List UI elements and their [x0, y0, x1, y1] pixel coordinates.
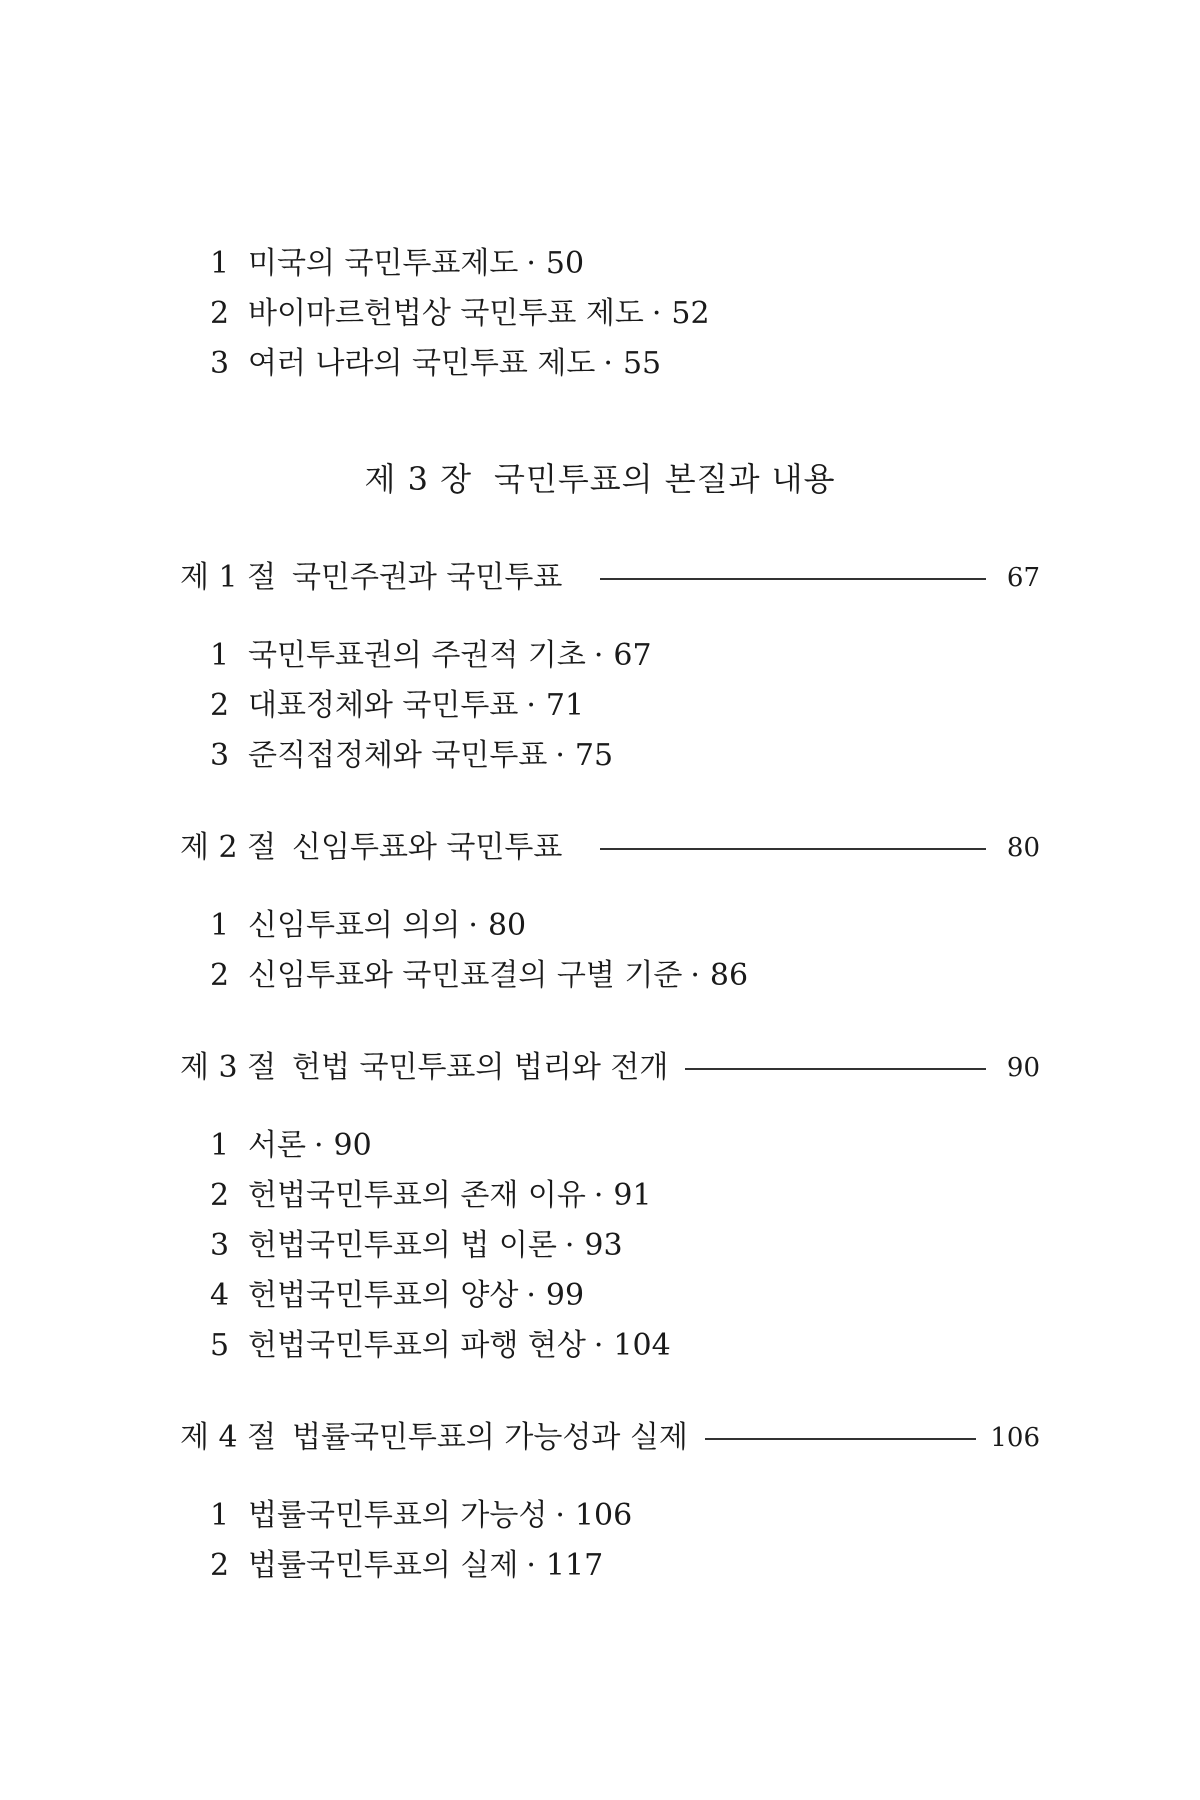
entry-number: 2	[210, 688, 230, 723]
separator-dot-icon: ·	[526, 1548, 536, 1583]
entry-page: 86	[709, 958, 749, 993]
entry-title: 대표정체와 국민투표	[248, 688, 519, 723]
section-heading	[180, 1046, 1040, 1090]
section-label: 제 4 절	[180, 1420, 277, 1455]
leader-line	[600, 848, 986, 850]
entry-page: 104	[613, 1328, 671, 1363]
entry-title: 헌법국민투표의 존재 이유	[248, 1178, 586, 1213]
entry-title: 헌법국민투표의 법 이론	[248, 1228, 557, 1263]
entry-page: 50	[545, 246, 585, 281]
separator-dot-icon: ·	[603, 346, 613, 381]
toc-entry	[210, 344, 661, 384]
toc-entry	[210, 956, 748, 996]
section-title: 국민주권과 국민투표	[292, 560, 563, 595]
section-heading	[180, 1416, 1040, 1460]
entry-page: 117	[545, 1548, 604, 1583]
section-page: 106	[990, 1423, 1040, 1453]
entry-title: 신임투표의 의의	[248, 908, 461, 943]
toc-entry	[210, 294, 710, 334]
entry-number: 2	[210, 1548, 230, 1583]
entry-title: 헌법국민투표의 양상	[248, 1278, 519, 1313]
entry-title: 바이마르헌법상 국민투표 제도	[248, 296, 644, 331]
section-page: 80	[1006, 833, 1040, 863]
entry-page: 99	[545, 1278, 585, 1313]
toc-entry	[210, 1226, 623, 1266]
toc-entry	[210, 736, 613, 776]
separator-dot-icon: ·	[526, 1278, 536, 1313]
section-label: 제 2 절	[180, 830, 277, 865]
entry-number: 3	[210, 346, 230, 381]
entry-number: 1	[210, 908, 230, 943]
entry-page: 106	[574, 1498, 633, 1533]
separator-dot-icon: ·	[593, 638, 604, 673]
entry-page: 90	[333, 1128, 372, 1163]
section-page: 90	[1006, 1053, 1040, 1083]
entry-page: 52	[671, 296, 710, 331]
entry-number: 2	[210, 958, 230, 993]
entry-title: 신임투표와 국민표결의 구별 기준	[248, 958, 683, 993]
toc-entry	[210, 1176, 652, 1216]
section-title: 헌법 국민투표의 법리와 전개	[292, 1050, 669, 1085]
section-title: 신임투표와 국민투표	[292, 830, 563, 865]
section-label: 제 3 절	[180, 1050, 277, 1085]
separator-dot-icon: ·	[526, 688, 536, 723]
entry-page: 75	[574, 738, 614, 773]
entry-page: 71	[545, 688, 585, 723]
toc-entry	[210, 906, 526, 946]
chapter-heading	[0, 458, 1200, 500]
section-page: 67	[1006, 563, 1040, 593]
toc-entry	[210, 244, 584, 284]
entry-title: 서론	[248, 1128, 306, 1163]
entry-number: 4	[210, 1278, 230, 1313]
section-heading	[180, 556, 1040, 600]
entry-page: 93	[584, 1228, 623, 1263]
entry-page: 91	[613, 1178, 652, 1213]
toc-entry	[210, 1276, 584, 1316]
separator-dot-icon: ·	[526, 246, 536, 281]
separator-dot-icon: ·	[690, 958, 700, 993]
chapter-title: 국민투표의 본질과 내용	[494, 460, 836, 498]
entry-number: 1	[210, 1498, 230, 1533]
leader-line	[685, 1068, 986, 1070]
toc-entry	[210, 1496, 632, 1536]
entry-number: 1	[210, 246, 230, 281]
leader-line	[600, 578, 986, 580]
toc-entry	[210, 686, 584, 726]
separator-dot-icon: ·	[593, 1328, 604, 1363]
entry-page: 67	[613, 638, 652, 673]
section-label: 제 1 절	[180, 560, 277, 595]
entry-title: 법률국민투표의 실제	[248, 1548, 519, 1583]
leader-line	[705, 1438, 976, 1440]
entry-number: 3	[210, 1228, 230, 1263]
separator-dot-icon: ·	[555, 738, 565, 773]
separator-dot-icon: ·	[564, 1228, 575, 1263]
toc-entry	[210, 636, 652, 676]
section-title: 법률국민투표의 가능성과 실제	[292, 1420, 688, 1455]
separator-dot-icon: ·	[313, 1128, 324, 1163]
entry-title: 법률국민투표의 가능성	[248, 1498, 548, 1533]
separator-dot-icon: ·	[555, 1498, 565, 1533]
separator-dot-icon: ·	[593, 1178, 604, 1213]
entry-number: 2	[210, 1178, 230, 1213]
section-heading	[180, 826, 1040, 870]
chapter-label: 제 3 장	[364, 460, 473, 498]
entry-title: 준직접정체와 국민투표	[248, 738, 548, 773]
toc-entry	[210, 1126, 372, 1166]
entry-title: 국민투표권의 주권적 기초	[248, 638, 586, 673]
entry-number: 1	[210, 638, 230, 673]
entry-number: 5	[210, 1328, 230, 1363]
toc-entry	[210, 1326, 671, 1366]
entry-number: 2	[210, 296, 230, 331]
entry-title: 헌법국민투표의 파행 현상	[248, 1328, 586, 1363]
entry-number: 1	[210, 1128, 230, 1163]
toc-entry	[210, 1546, 603, 1586]
entry-number: 3	[210, 738, 230, 773]
entry-page: 80	[487, 908, 527, 943]
entry-title: 여러 나라의 국민투표 제도	[248, 346, 596, 381]
entry-title: 미국의 국민투표제도	[248, 246, 519, 281]
separator-dot-icon: ·	[651, 296, 662, 331]
entry-page: 55	[622, 346, 662, 381]
separator-dot-icon: ·	[468, 908, 478, 943]
